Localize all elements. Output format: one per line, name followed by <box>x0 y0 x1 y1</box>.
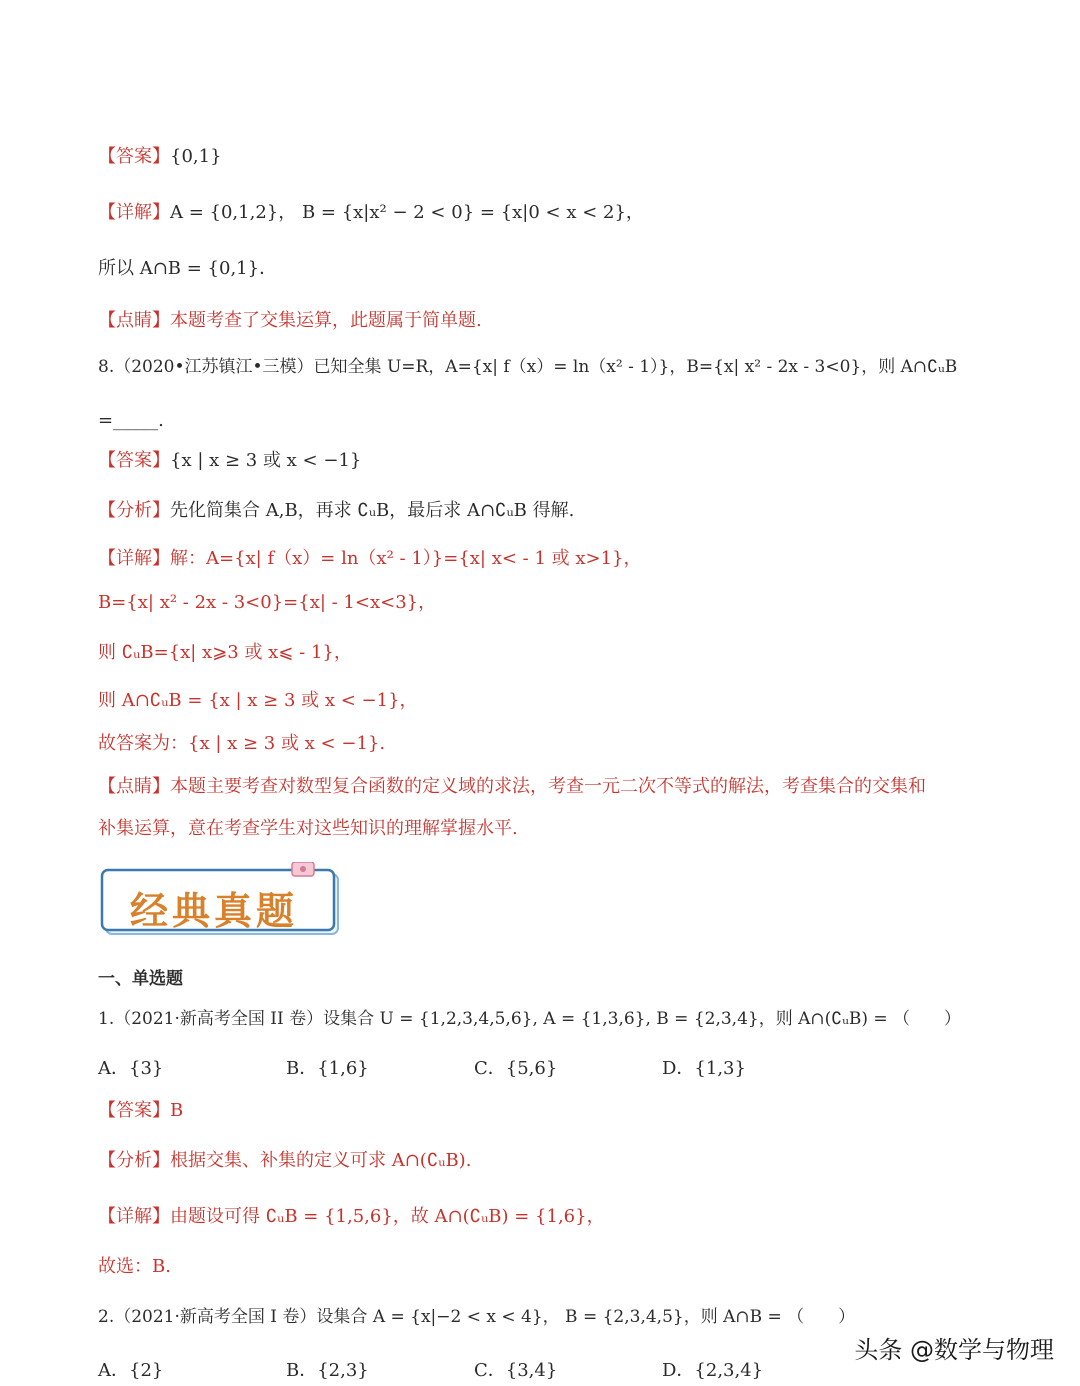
q8-detail-line-3: 则 ∁ᵤB={x| x⩾3 或 x⩽ - 1}， <box>98 642 352 663</box>
answer-value: B <box>170 1100 184 1121</box>
q8-stem: 8.（2020•江苏镇江•三模）已知全集 U=R，A={x| f（x）= ln（x² - 1）}，B={x| x² - 2x - 3<0}，则 A∩∁ᵤB <box>98 357 958 377</box>
q8-detail-line-5: 故答案为：{x | x ≥ 3 或 x < −1}. <box>98 733 386 754</box>
q1-option-c: C．{5,6} <box>474 1058 558 1079</box>
analysis-tag: 【分析】 <box>98 500 170 521</box>
detail-text: A = {0,1,2}， B = {x|x² − 2 < 0} = {x|0 < x < 2}， <box>170 202 644 223</box>
q8-comment-line-2: 补集运算，意在考查学生对这些知识的理解掌握水平. <box>98 818 518 839</box>
q2-option-d: D．{2,3,4} <box>662 1360 764 1381</box>
q8-detail-line-2: B={x| x² - 2x - 3<0}={x| - 1<x<3}， <box>98 592 437 613</box>
answer-tag: 【答案】 <box>98 1100 170 1121</box>
prev-detail-line <box>98 200 644 226</box>
prev-answer-line <box>98 144 222 170</box>
banner-title: 经典真题 <box>130 888 299 933</box>
q8-analysis-line <box>98 498 574 524</box>
prev-detail-line-2 <box>98 256 277 282</box>
q1-option-d: D．{1,3} <box>662 1058 746 1079</box>
section-banner <box>100 862 344 938</box>
detail-text: 由题设可得 ∁ᵤB = {1,5,6}，故 A∩(∁ᵤB) = {1,6}， <box>170 1206 605 1227</box>
q1-conclusion: 故选：B. <box>98 1256 171 1277</box>
analysis-text: 先化简集合 A,B，再求 ∁ᵤB，最后求 A∩∁ᵤB 得解. <box>170 500 575 521</box>
q8-detail-line <box>98 546 642 572</box>
detail-tag: 【详解】 <box>98 202 170 223</box>
comment-tag: 【点睛】 <box>98 310 170 331</box>
detail-tag: 【详解】 <box>98 1206 170 1227</box>
q1-analysis-line <box>98 1148 471 1174</box>
q1-stem: 1.（2021·新高考全国 II 卷）设集合 U = {1,2,3,4,5,6}, A = {1,3,6}, B = {2,3,4}，则 A∩(∁ᵤB) = （ ） <box>98 1009 962 1029</box>
q1-option-a: A．{3} <box>98 1058 164 1079</box>
q2-option-b: B．{2,3} <box>286 1360 369 1381</box>
answer-tag: 【答案】 <box>98 146 170 167</box>
analysis-tag: 【分析】 <box>98 1150 170 1171</box>
comment-text: 本题考查了交集运算，此题属于简单题. <box>170 310 482 331</box>
section-title: 一、单选题 <box>98 969 183 989</box>
watermark: 头条 @数学与物理 <box>854 1336 1054 1364</box>
q1-option-b: B．{1,6} <box>286 1058 369 1079</box>
q1-detail-line <box>98 1204 605 1230</box>
q2-option-a: A．{2} <box>98 1360 164 1381</box>
analysis-text: 根据交集、补集的定义可求 A∩(∁ᵤB). <box>170 1150 472 1171</box>
q8-stem-line-2: =_____. <box>98 410 164 431</box>
q2-stem: 2.（2021·新高考全国 I 卷）设集合 A = {x|−2 < x < 4}， B = {2,3,4,5}，则 A∩B = （ ） <box>98 1307 856 1327</box>
prev-comment-line <box>98 308 482 334</box>
answer-tag: 【答案】 <box>98 450 170 471</box>
comment-text: 本题主要考查对数型复合函数的定义域的求法，考查一元二次不等式的解法，考查集合的交集和 <box>170 776 926 797</box>
q8-comment-line <box>98 774 926 800</box>
answer-value: {x | x ≥ 3 或 x < −1} <box>170 450 362 471</box>
comment-tag: 【点睛】 <box>98 776 170 797</box>
detail-tag: 【详解】 <box>98 548 170 569</box>
answer-value: {0,1} <box>170 146 222 167</box>
q8-detail-line-4: 则 A∩∁ᵤB = {x | x ≥ 3 或 x < −1}， <box>98 690 418 711</box>
q1-answer-line <box>98 1098 183 1124</box>
q8-answer-line <box>98 448 361 474</box>
detail-text: 所以 A∩B = {0,1}． <box>98 258 278 279</box>
detail-text: 解：A={x| f（x）= ln（x² - 1）}={x| x< - 1 或 x>1}， <box>170 548 642 569</box>
q2-option-c: C．{3,4} <box>474 1360 558 1381</box>
